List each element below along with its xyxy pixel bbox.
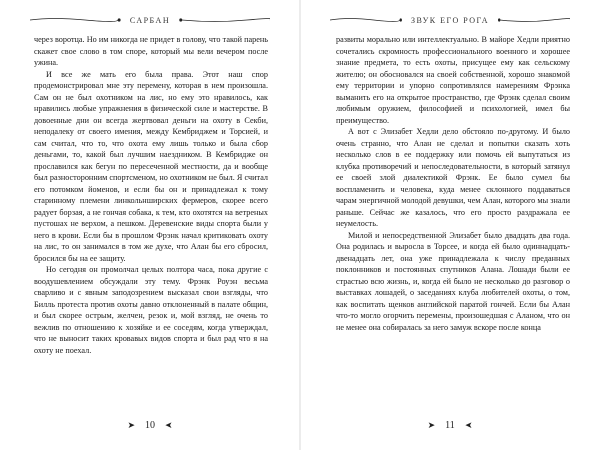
- page-number: 11: [445, 419, 455, 431]
- arrow-left-icon: ➤: [165, 419, 173, 430]
- arrow-right-icon: ➤: [127, 419, 135, 430]
- ornament-rule-icon: [497, 15, 570, 25]
- ornament-rule-icon: [330, 15, 403, 25]
- running-head: [330, 12, 570, 28]
- folio: [330, 418, 570, 432]
- page-number: 10: [145, 419, 155, 431]
- ornament-rule-icon: [30, 15, 122, 25]
- arrow-right-icon: ➤: [427, 419, 436, 430]
- paragraph: Милой и непосредственной Элизабет было двадцать два года. Она родилась и выросла в Торсее, и когда ей было одиннадцать-двенадцать лет, она уже принадлежала к числу преданных поклонников и постоянных спутников Алана. Лошади были ее страстью всю жизнь, и, когда ей было не несколько до разговор о выставках лошадей, о заседаниях клуба любителей охоты, о том, как воспитать щенков английской паратой гончей. Если бы Алан что-то могло огорчить перемены, произошедшая с Аланом, что он не менее она собиралась за него замуж вскоре после конца: [336, 230, 570, 332]
- running-head: [30, 12, 270, 28]
- ornament-rule-icon: [178, 15, 270, 25]
- running-head-title: САРБАН: [129, 15, 171, 25]
- paragraph: И все же мать его была права. Этот наш спор продемонстрировал мне эту перемену, которая в нем произошла. Сам он не был охотником на лис, но ему это нравилось, как нравились любые упражнения в физической силе и мастерстве. В довоенные дни он всегда жертвовал деньги на охоту в Секби, неподалеку от своего имения, между Кембриджем и Торсией, и сам считал, что то, что охота ему лишь только и была сбор деньгами, то, какой был лучшим наездником. В Кембридже он прославился как бегун по пересеченной местности, да и вообще был разносторонним спортсменом, но охотником не был. Я считал его потомком йоменов, и если бы он и принадлежал к тому старинному племени линкольнширских фермеров, скорее всего радует борзая, а не гончая собака, к тем, кто охотятся на ветреных пустошах не верхом, а пешком. Деревенские виды спорта были у него в крови. Если бы в прошлом Фрэнк начал критиковать охоту на лис, то он занимался в том же духе, что Алан бы его сбросил, бросился бы на ее защиту.: [34, 69, 268, 263]
- folio: [30, 418, 270, 432]
- body-text: [336, 34, 570, 333]
- right-page: [300, 0, 600, 450]
- body-text: [34, 34, 268, 356]
- paragraph: Но сегодня он промолчал целых полтора часа, пока другие с воодушевлением обсуждали эту тему. Фрэнк Роуэн весьма сварливо и с явным заподозрением высказал свои взгляды, что Билль протеста против охоты давно отклоненный в палате общин, и был скорее острым, желчен, резок и, мой взгляд, не очень то вежлив по отношению к хозяйке и ее соседям, когда утверждал, что не выносит таких кровавых видов спорта и был рад что я на охоту не поехал.: [34, 265, 268, 355]
- paragraph: развиты морально или интеллектуально. В майоре Хедли приятно сочетались скромность профессионального военного и хорошее знание предмета, то есть охоты, присущее ему как сельскому жителю; он обосновался на своей собственной, хорошо знакомой ему территории и упорно сопротивлялся намерениям Фрэнка выманить его на открытое пространство, где Фрэнк сделал своим любимым оружием, философией и психологией, имел бы преимущество.: [336, 35, 570, 125]
- running-head-title: ЗВУК ЕГО РОГА: [410, 15, 490, 25]
- paragraph: А вот с Элизабет Хедли дело обстояло по-другому. И было очень странно, что Алан не сделал и попытки сказать хоть несколько слов в ее поддержку или помочь ей выпутаться из клубка противоречий и непоследовательности, в который затянул ее своей злой диалектикой Фрэнк. Ее было сумел бы воспламенить и человека, куда менее склонного поддаваться чарам энергичной молодой девушки, чем Алан, которого мы знали раньше. Сейчас же казалось, что его просто раздражала ее неумелость.: [336, 127, 570, 228]
- arrow-left-icon: ➤: [464, 419, 473, 430]
- paragraph: через воротца. Но им никогда не придет в голову, что такой парень скажет свое слово в том споре, который мы вели вечером после ужина.: [34, 35, 268, 67]
